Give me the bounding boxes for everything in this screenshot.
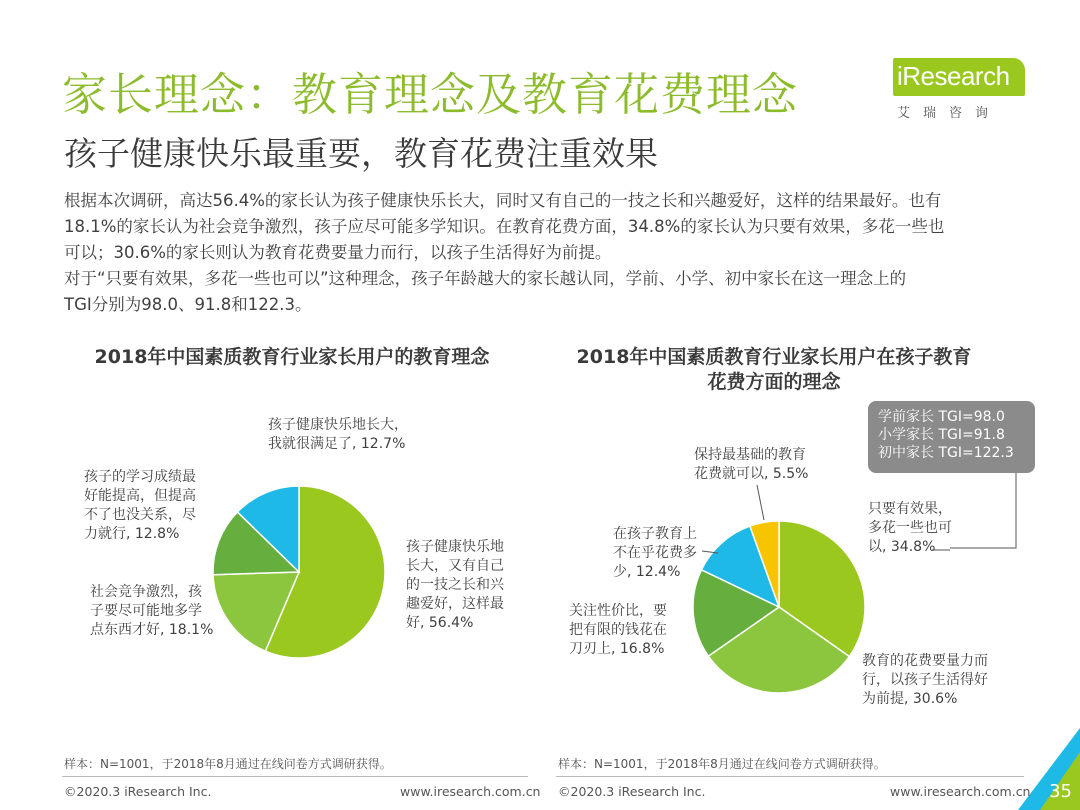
label-line: 不在乎花费多 bbox=[613, 545, 697, 561]
pie1-label bbox=[268, 416, 408, 454]
chart1-title: 2018年中国素质教育行业家长用户的教育理念 bbox=[94, 346, 490, 368]
label-line: 保持最基础的教育 bbox=[694, 447, 806, 463]
pie2-label bbox=[868, 500, 952, 557]
tgi-line: 小学家长 TGI=91.8 bbox=[878, 427, 1005, 443]
intro-line: 可以；30.6%的家长则认为教育花费要量力而行，以孩子生活得好为前提。 bbox=[64, 243, 612, 262]
label-line: 趣爱好，这样最 bbox=[406, 596, 504, 612]
label-line: 不了也没关系，尽 bbox=[84, 507, 196, 523]
intro-line: TGI分别为98.0、91.8和122.3。 bbox=[64, 295, 312, 314]
intro-line: 对于“只要有效果，多花一些也可以”这种理念，孩子年龄越大的家长越认同，学前、小学、初中家长在这一理念上的 bbox=[64, 269, 907, 288]
pie-chart-2 bbox=[693, 521, 865, 693]
label-line: 把有限的钱花在 bbox=[569, 622, 667, 638]
footer-website-1: www.iresearch.com.cn bbox=[400, 784, 541, 799]
label-line: 在孩子教育上 bbox=[613, 526, 697, 542]
pie2-label bbox=[613, 525, 697, 582]
tgi-line: 初中家长 TGI=122.3 bbox=[878, 445, 1014, 461]
logo-chinese: 艾瑞咨询 bbox=[897, 106, 1002, 121]
label-line: 只要有效果， bbox=[868, 501, 952, 517]
label-line: 刀刃上, 16.8% bbox=[569, 641, 665, 657]
label-line: 点东西才好, 18.1% bbox=[90, 622, 214, 638]
chart2-title-line: 2018年中国素质教育行业家长用户在孩子教育 bbox=[576, 346, 972, 368]
tgi-line: 学前家长 TGI=98.0 bbox=[878, 409, 1005, 425]
tgi-connector bbox=[950, 468, 1016, 548]
label-line: 力就行, 12.8% bbox=[84, 526, 180, 542]
label-line: 孩子的学习成绩最 bbox=[84, 469, 196, 485]
label-line: 孩子健康快乐地长大， bbox=[268, 417, 408, 433]
intro-line: 18.1%的家长认为社会竞争激烈，孩子应尽可能多学知识。在教育花费方面，34.8%的家长认为只要有效果，多花一些也 bbox=[64, 217, 945, 236]
label-line: 长大，又有自己 bbox=[406, 558, 504, 574]
pie2-label bbox=[694, 446, 808, 484]
label-line: 好能提高，但提高 bbox=[84, 488, 196, 504]
pie2-label bbox=[569, 602, 667, 659]
label-line: 教育的花费要量力而 bbox=[862, 653, 988, 669]
pie1-label bbox=[90, 583, 213, 640]
label-line: 子要尽可能地多学 bbox=[90, 603, 202, 619]
label-line: 孩子健康快乐地 bbox=[406, 539, 504, 555]
footer-divider-left bbox=[62, 776, 528, 777]
pie1-label bbox=[406, 538, 504, 633]
pie2-label bbox=[862, 652, 988, 709]
chart2-note: 样本：N=1001，于2018年8月通过在线问卷方式调研获得。 bbox=[558, 757, 886, 771]
label-line: 少, 12.4% bbox=[613, 564, 681, 580]
leader-line-basic bbox=[757, 485, 764, 520]
page-number: 35 bbox=[1049, 781, 1072, 802]
label-line: 我就很满足了, 12.7% bbox=[268, 436, 406, 452]
page-subtitle: 孩子健康快乐最重要，教育花费注重效果 bbox=[64, 134, 658, 173]
footer-copyright-1: ©2020.3 iResearch Inc. bbox=[64, 784, 212, 799]
pie1-label bbox=[84, 468, 196, 544]
footer-copyright-2: ©2020.3 iResearch Inc. bbox=[558, 784, 706, 799]
label-line: 以, 34.8% bbox=[868, 539, 936, 555]
label-line: 关注性价比，要 bbox=[569, 603, 667, 619]
label-line: 的一技之长和兴 bbox=[406, 577, 504, 593]
page-title: 家长理念：教育理念及教育花费理念 bbox=[62, 68, 799, 121]
footer-divider-right bbox=[556, 776, 1024, 777]
pie-chart-1 bbox=[213, 486, 385, 658]
chart2-title-line: 花费方面的理念 bbox=[707, 371, 841, 393]
footer-website-2: www.iresearch.com.cn bbox=[890, 784, 1031, 799]
logo-brand: iResearch bbox=[897, 61, 1010, 91]
chart1-note: 样本：N=1001，于2018年8月通过在线问卷方式调研获得。 bbox=[64, 757, 392, 771]
label-line: 为前提, 30.6% bbox=[862, 691, 958, 707]
label-line: 好, 56.4% bbox=[406, 615, 474, 631]
label-line: 多花一些也可 bbox=[868, 520, 952, 536]
tgi-callout bbox=[868, 401, 1035, 473]
label-line: 社会竞争激烈，孩 bbox=[90, 584, 202, 600]
label-line: 花费就可以, 5.5% bbox=[694, 466, 809, 482]
intro-line: 根据本次调研，高达56.4%的家长认为孩子健康快乐长大，同时又有自己的一技之长和兴趣爱好，这样的结果最好。也有 bbox=[64, 191, 942, 210]
label-line: 行，以孩子生活得好 bbox=[862, 672, 988, 688]
